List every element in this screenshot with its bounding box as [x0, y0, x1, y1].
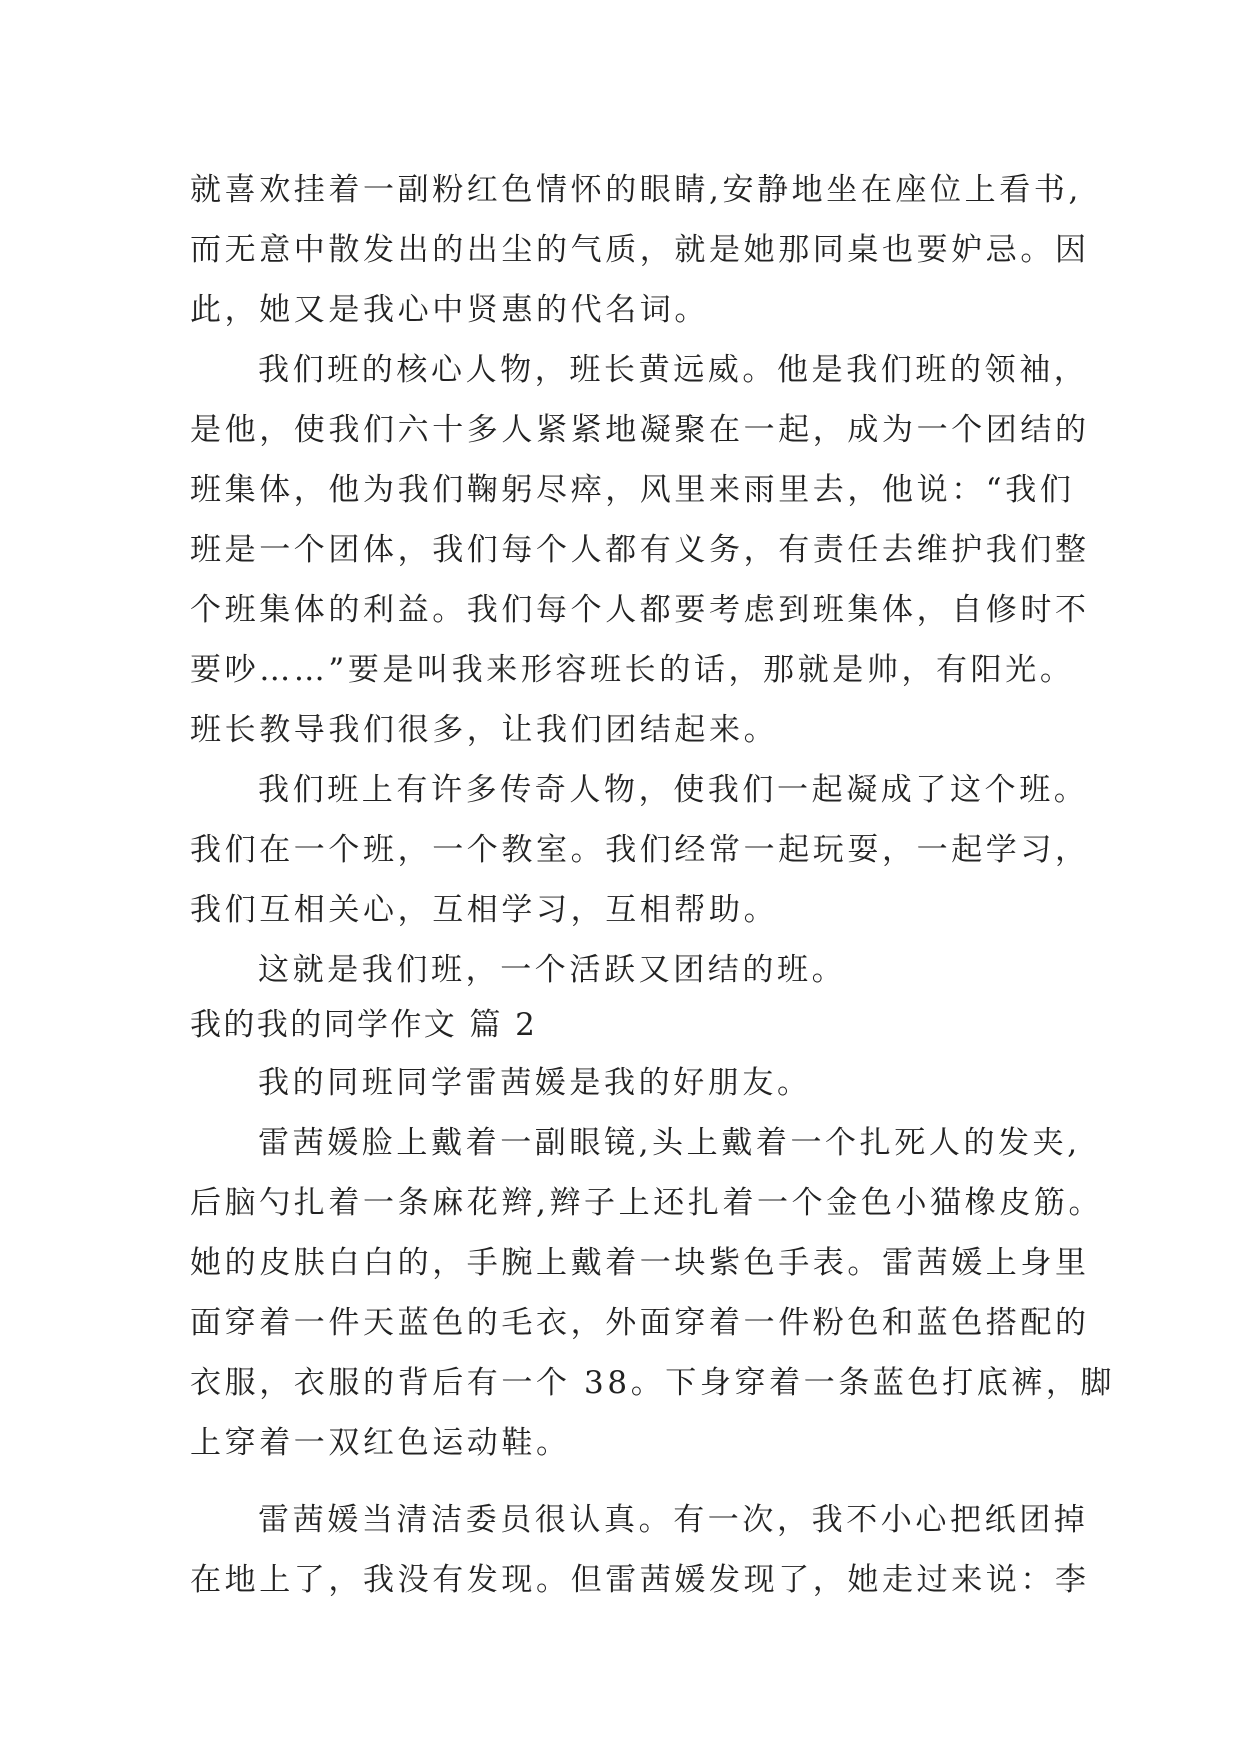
paragraph-first-line: 我们班的核心人物，班长黄远威。他是我们班的领袖， — [258, 352, 1089, 388]
text-line: 我们在一个班，一个教室。我们经常一起玩耍，一起学习， — [190, 832, 1090, 868]
paragraph-first-line: 雷茜媛当清洁委员很认真。有一次，我不小心把纸团掉 — [258, 1502, 1089, 1538]
text-line: 我们互相关心，互相学习，互相帮助。 — [190, 892, 779, 928]
paragraph-first-line: 我的同班同学雷茜媛是我的好朋友。 — [258, 1065, 812, 1101]
text-line: 而无意中散发出的出尘的气质，就是她那同桌也要妒忌。因 — [190, 232, 1090, 268]
text-line: 班是一个团体，我们每个人都有义务，有责任去维护我们整 — [190, 532, 1090, 568]
text-line: 要吵……”要是叫我来形容班长的话，那就是帅，有阳光。 — [190, 652, 1075, 688]
text-line: 衣服，衣服的背后有一个 38。下身穿着一条蓝色打底裤，脚 — [190, 1365, 1116, 1401]
paragraph-first-line: 我们班上有许多传奇人物，使我们一起凝成了这个班。 — [258, 772, 1089, 808]
text-line: 就喜欢挂着一副粉红色情怀的眼睛,安静地坐在座位上看书, — [190, 172, 1082, 208]
text-line: 后脑勺扎着一条麻花辫,辫子上还扎着一个金色小猫橡皮筋。 — [190, 1185, 1104, 1221]
text-line: 在地上了，我没有发现。但雷茜媛发现了，她走过来说：李 — [190, 1562, 1090, 1598]
text-line: 是他，使我们六十多人紧紧地凝聚在一起，成为一个团结的 — [190, 412, 1090, 448]
text-line: 面穿着一件天蓝色的毛衣，外面穿着一件粉色和蓝色搭配的 — [190, 1305, 1090, 1341]
text-line: 个班集体的利益。我们每个人都要考虑到班集体，自修时不 — [190, 592, 1090, 628]
text-line: 班长教导我们很多，让我们团结起来。 — [190, 712, 779, 748]
text-line: 班集体，他为我们鞠躬尽瘁，风里来雨里去，他说：“我们 — [190, 472, 1075, 508]
paragraph-first-line: 这就是我们班，一个活跃又团结的班。 — [258, 952, 847, 988]
text-line: 此，她又是我心中贤惠的代名词。 — [190, 292, 709, 328]
paragraph-first-line: 雷茜媛脸上戴着一副眼镜,头上戴着一个扎死人的发夹, — [258, 1125, 1081, 1161]
text-line: 她的皮肤白白的，手腕上戴着一块紫色手表。雷茜媛上身里 — [190, 1245, 1090, 1281]
section-heading: 我的我的同学作文 篇 2 — [190, 1007, 538, 1043]
text-line: 上穿着一双红色运动鞋。 — [190, 1425, 571, 1461]
